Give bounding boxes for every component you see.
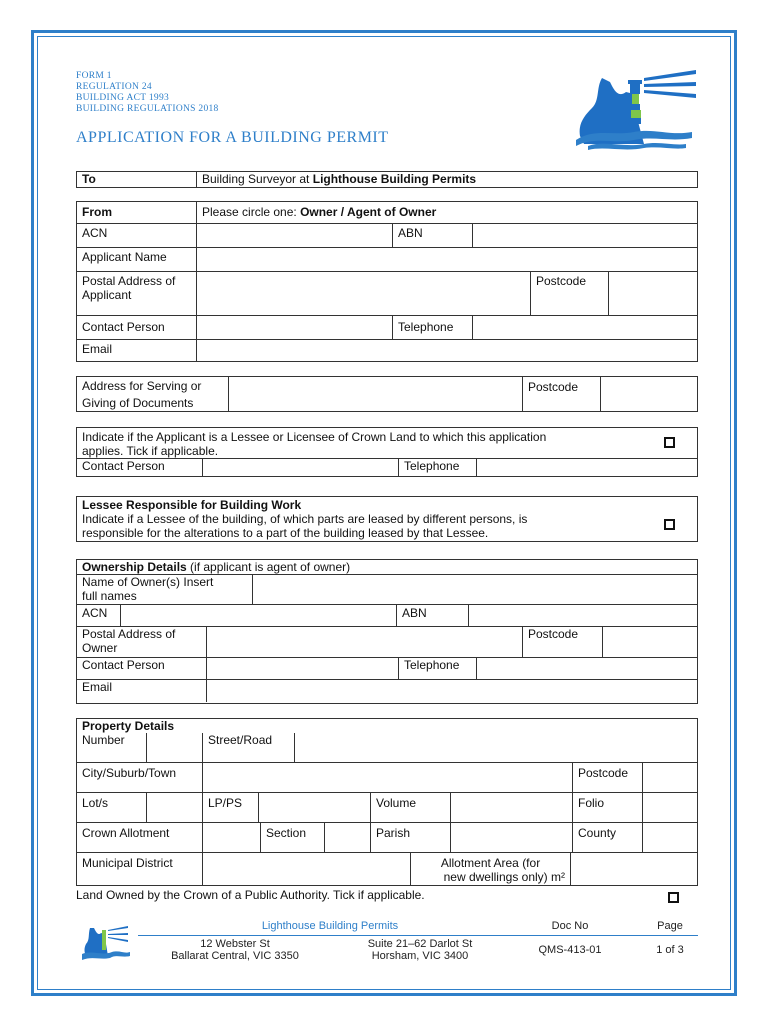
from-label: From [77,202,197,223]
city-field[interactable] [203,763,573,792]
serving-section [76,376,698,412]
form-number: FORM 1 [76,71,112,81]
to-label: To [77,172,197,187]
owner-telephone-field[interactable] [477,658,697,679]
email-label: Email [77,340,197,361]
postal-address-label: Postal Address of Applicant [77,272,197,315]
crown-land-text: Indicate if the Applicant is a Lessee or Licensee of Crown Land to which this application applies. Tick if applicable. [82,430,547,458]
from-section [76,201,698,362]
owner-contact-row [77,658,697,680]
number-label: Number [77,733,147,762]
crown-land-checkbox[interactable] [664,437,675,448]
footer-address-2: Suite 21–62 Darlot St Horsham, VIC 3400 [367,938,473,962]
owner-contact-field[interactable] [207,658,399,679]
contact-person-field[interactable] [197,316,393,339]
doc-no: QMS-413-01 [538,944,602,956]
owner-acn-row [77,605,697,627]
contact-row [77,316,697,340]
contact-person-label: Contact Person [77,316,197,339]
county-field[interactable] [643,823,697,852]
applicant-name-row [77,248,697,272]
property-postcode-label: Postcode [573,763,643,792]
acn-field[interactable] [197,224,393,247]
owner-name-row [77,574,697,605]
lpps-field[interactable] [259,793,371,822]
email-row [77,340,697,361]
serving-address-field[interactable] [229,377,523,411]
parish-label: Parish [371,823,451,852]
owner-postal-label: Postal Address of Owner [77,627,207,657]
owner-postcode-label: Postcode [523,627,603,657]
postcode-field[interactable] [609,272,697,315]
email-field[interactable] [197,340,697,361]
owner-name-label: Name of Owner(s) Insert full names [77,575,253,604]
building-regulations: BUILDING REGULATIONS 2018 [76,104,219,114]
page-title: APPLICATION FOR A BUILDING PERMIT [76,129,389,146]
serving-postcode-field[interactable] [601,377,697,411]
owner-abn-field[interactable] [469,605,697,626]
telephone-field[interactable] [473,316,697,339]
property-title: Property Details [82,719,175,733]
serving-row [77,377,697,411]
property-postcode-field[interactable] [643,763,697,792]
owner-email-label: Email [77,680,207,702]
owner-agent-choice[interactable]: Please circle one: Owner / Agent of Owner [202,205,437,219]
owner-contact-label: Contact Person [77,658,207,679]
to-row [77,172,697,187]
crown-allotment-label: Crown Allotment [77,823,203,852]
county-label: County [573,823,643,852]
building-act: BUILDING ACT 1993 [76,93,170,103]
crown-public-text: Land Owned by the Crown of a Public Authority. Tick if applicable. [76,888,425,902]
agent-option[interactable]: Agent of Owner [346,205,437,219]
municipal-field[interactable] [203,853,411,885]
lighthouse-logo [574,66,700,152]
lessee-title: Lessee Responsible for Building Work [82,498,302,512]
crown-telephone-field[interactable] [477,459,697,476]
owner-acn-label: ACN [77,605,121,626]
crown-land-row [77,428,697,459]
serving-address-label: Address for Serving or Giving of Documents [77,377,229,411]
applicant-name-label: Applicant Name [77,248,197,271]
folio-field[interactable] [643,793,697,822]
regulation-number: REGULATION 24 [76,82,152,92]
owner-postcode-field[interactable] [603,627,697,657]
from-row [77,202,697,224]
doc-no-label: Doc No [551,920,589,932]
section-field[interactable] [325,823,371,852]
ownership-section [76,559,698,704]
volume-label: Volume [371,793,451,822]
lessee-text: Lessee Responsible for Building Work Indicate if a Lessee of the building, of which parts are leased by different persons, is responsible for the alterations to a part of the building leased by that Lessee. [82,498,528,540]
municipal-label: Municipal District [77,853,203,885]
street-label: Street/Road [203,733,295,762]
crown-telephone-label: Telephone [399,459,477,476]
property-section [76,718,698,886]
serving-postcode-label: Postcode [523,377,601,411]
owner-name-field[interactable] [253,575,697,604]
owner-postal-row [77,627,697,658]
postcode-label: Postcode [531,272,609,315]
to-section [76,171,698,188]
acn-label: ACN [77,224,197,247]
owner-abn-label: ABN [397,605,469,626]
property-crown-row [77,823,697,853]
crown-contact-row [77,459,697,476]
abn-label: ABN [393,224,473,247]
footer-divider [138,935,698,936]
owner-email-field[interactable] [207,680,697,702]
footer-lighthouse-logo [82,922,130,962]
volume-field[interactable] [451,793,573,822]
number-field[interactable] [147,733,203,762]
property-city-row [77,763,697,793]
owner-telephone-label: Telephone [399,658,477,679]
lots-label: Lot/s [77,793,147,822]
postal-address-row [77,272,697,316]
owner-postal-field[interactable] [207,627,523,657]
postal-address-field[interactable] [197,272,531,315]
owner-acn-field[interactable] [121,605,397,626]
to-value: Building Surveyor at Lighthouse Building Permits [202,172,477,186]
owner-email-row [77,680,697,702]
property-municipal-row [77,853,697,885]
property-number-row [77,733,697,763]
allotment-area-field[interactable] [571,853,697,885]
property-lot-row [77,793,697,823]
lessee-section [76,496,698,542]
folio-label: Folio [573,793,643,822]
parish-field[interactable] [451,823,573,852]
acn-abn-row [77,224,697,248]
crown-allotment-field[interactable] [203,823,261,852]
page-number: 1 of 3 [656,944,684,956]
ownership-title: Ownership Details (if applicant is agent of owner) [82,560,351,574]
city-label: City/Suburb/Town [77,763,203,792]
crown-land-section [76,427,698,477]
abn-field[interactable] [473,224,697,247]
crown-public-checkbox[interactable] [668,892,679,903]
lots-field[interactable] [147,793,203,822]
footer-company: Lighthouse Building Permits [261,920,399,932]
applicant-name-field[interactable] [197,248,697,271]
form-header [76,71,219,115]
lpps-label: LP/PS [203,793,259,822]
footer-address-1: 12 Webster St Ballarat Central, VIC 3350 [171,938,299,962]
owner-option[interactable]: Owner [300,205,338,219]
crown-contact-person-field[interactable] [203,459,399,476]
section-label: Section [261,823,325,852]
crown-contact-person-label: Contact Person [77,459,203,476]
allotment-area-label: Allotment Area (for new dwellings only) m² [411,853,571,885]
lessee-checkbox[interactable] [664,519,675,530]
telephone-label: Telephone [393,316,473,339]
page-label: Page [657,920,683,932]
street-field[interactable] [295,733,697,762]
